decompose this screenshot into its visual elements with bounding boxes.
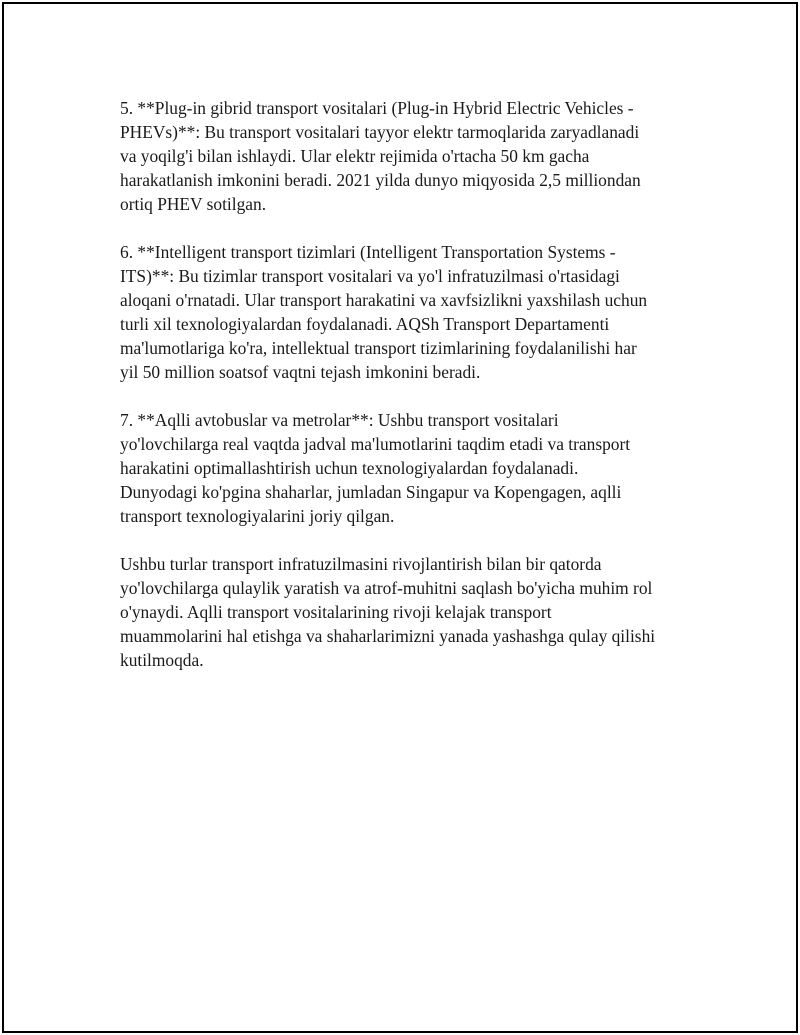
paragraph-phev: 5. **Plug-in gibrid transport vositalari (Plug-in Hybrid Electric Vehicles - PHEVs)**: Bu transport vositalari tayyor elektr tarmoqlarida zaryadlanadi va yoqilg'i bilan ishlaydi. Ular elektr rejimida o'rtacha 50 km gacha harakatlanish imkonini beradi. 2021 yilda dunyo miqyosida 2,5 milliondan ortiq PHEV sotilgan. xyxy=(120,98,641,214)
paragraph-smart-buses: 7. **Aqlli avtobuslar va metrolar**: Ushbu transport vositalari yo'lovchilarga real vaqtda jadval ma'lumotlarini taqdim etadi va transport harakatini optimallashtirish uchun texnologiyalardan foydalanadi. Dunyodagi ko'pgina shaharlar, jumladan Singapur va Kopengagen, aqlli transport texnologiyalarini joriy qilgan. xyxy=(120,410,631,526)
paragraph-its: 6. **Intelligent transport tizimlari (Intelligent Transportation Systems - ITS)**: Bu tizimlar transport vositalari va yo'l infratuzilmasi o'rtasidagi aloqani o'rnatadi. Ular transport harakatini va xavfsizlikni yaxshilash uchun turli xil texnologiyalardan foydalanadi. AQSh Transport Departamenti ma'lumotlariga ko'ra, intellektual transport tizimlarining foydalanilishi har yil 50 million soatsof vaqtni tejash imkonini beradi. xyxy=(120,242,648,382)
document-body xyxy=(120,96,695,696)
paragraph-conclusion: Ushbu turlar transport infratuzilmasini rivojlantirish bilan bir qatorda yo'lovchilarga qulaylik yaratish va atrof-muhitni saqlash bo'yicha muhim rol o'ynaydi. Aqlli transport vositalarining rivoji kelajak transport muammolarini hal etishga va shaharlarimizni yanada yashashga qulay qilishi kutilmoqda. xyxy=(120,554,656,670)
document-page xyxy=(2,2,798,1033)
